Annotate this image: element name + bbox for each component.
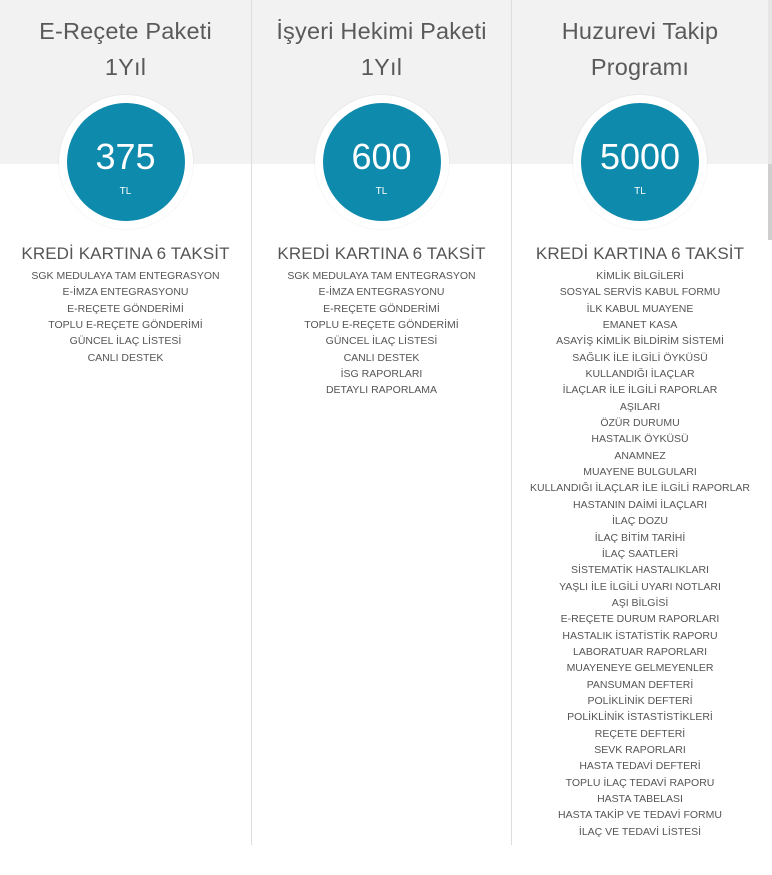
feature-item: POLİKLİNİK İSTASTİSTİKLERİ: [567, 711, 713, 724]
package-title-line: İşyeri Hekimi Paketi: [276, 18, 487, 44]
feature-item: GÜNCEL İLAÇ LİSTESİ: [325, 335, 438, 348]
feature-item: E-İMZA ENTEGRASYONU: [62, 286, 189, 299]
feature-list: [512, 268, 768, 840]
feature-item: GÜNCEL İLAÇ LİSTESİ: [69, 335, 182, 348]
feature-item: LABORATUAR RAPORLARI: [572, 645, 707, 658]
feature-item: AŞILARI: [619, 400, 661, 413]
feature-item: İLAÇ VE TEDAVİ LİSTESİ: [578, 825, 702, 838]
price-circle: [67, 103, 185, 221]
price-amount: 375: [95, 136, 156, 177]
price-circle: [323, 103, 441, 221]
price-currency: TL: [634, 186, 646, 197]
feature-item: E-İMZA ENTEGRASYONU: [318, 286, 445, 299]
feature-item: SİSTEMATİK HASTALIKLARI: [571, 564, 709, 577]
installment-label: KREDİ KARTINA 6 TAKSİT: [21, 244, 230, 263]
feature-item: İSG RAPORLARI: [340, 368, 423, 381]
price-badge: [573, 95, 707, 229]
feature-item: HASTANIN DAİMİ İLAÇLARI: [573, 498, 707, 511]
installment-label: KREDİ KARTINA 6 TAKSİT: [535, 244, 745, 263]
installment-label: KREDİ KARTINA 6 TAKSİT: [277, 244, 486, 263]
price-circle: [581, 103, 699, 221]
price-amount: 600: [351, 136, 412, 177]
price-badge: [59, 95, 193, 229]
feature-item: E-REÇETE DURUM RAPORLARI: [560, 613, 720, 626]
feature-item: KULLANDIĞI İLAÇLAR: [585, 368, 695, 381]
pricing-column-huzurevi: [511, 0, 768, 845]
feature-item: TOPLU İLAÇ TEDAVİ RAPORU: [565, 776, 715, 789]
feature-item: POLİKLİNİK DEFTERİ: [587, 694, 693, 707]
feature-item: DETAYLI RAPORLAMA: [325, 384, 438, 397]
feature-item: ASAYİŞ KİMLİK BİLDİRİM SİSTEMİ: [556, 335, 724, 348]
feature-item: SOSYAL SERVİS KABUL FORMU: [559, 286, 721, 299]
feature-item: İLK KABUL MUAYENE: [586, 302, 694, 315]
feature-item: E-REÇETE GÖNDERİMİ: [67, 302, 184, 315]
feature-item: İLAÇ BİTİM TARİHİ: [594, 531, 686, 544]
price-currency: TL: [119, 186, 132, 197]
package-title-line: 1Yıl: [104, 54, 147, 80]
feature-list: [0, 268, 251, 366]
feature-list: [252, 268, 511, 399]
feature-item: MUAYENE BULGULARI: [583, 466, 697, 479]
feature-item: HASTA TEDAVİ DEFTERİ: [579, 760, 701, 773]
feature-item: ANAMNEZ: [614, 449, 666, 462]
pricing-column-isyeri-hekimi: [251, 0, 511, 845]
feature-item: YAŞLI İLE İLGİLİ UYARI NOTLARI: [559, 580, 721, 593]
feature-item: SGK MEDULAYA TAM ENTEGRASYON: [31, 270, 220, 282]
feature-item: SAĞLIK İLE İLGİLİ ÖYKÜSÜ: [572, 351, 708, 364]
feature-item: KULLANDIĞI İLAÇLAR İLE İLGİLİ RAPORLAR: [530, 482, 750, 495]
package-title-line: 1Yıl: [360, 54, 403, 80]
feature-item: İLAÇ SAATLERİ: [601, 547, 679, 560]
feature-item: TOPLU E-REÇETE GÖNDERİMİ: [48, 319, 203, 332]
feature-item: HASTA TABELASI: [597, 793, 683, 805]
price-amount: 5000: [599, 136, 681, 177]
feature-item: SGK MEDULAYA TAM ENTEGRASYON: [287, 270, 476, 282]
feature-item: CANLI DESTEK: [87, 351, 164, 364]
pricing-column-e-recete: [0, 0, 251, 845]
package-title-line: Programı: [590, 54, 690, 80]
feature-item: İLAÇ DOZU: [611, 515, 668, 528]
feature-item: PANSUMAN DEFTERİ: [586, 678, 694, 691]
feature-item: EMANET KASA: [602, 319, 678, 332]
feature-item: KİMLİK BİLGİLERİ: [596, 270, 684, 282]
feature-item: CANLI DESTEK: [343, 351, 420, 364]
feature-item: E-REÇETE GÖNDERİMİ: [323, 302, 440, 315]
feature-item: TOPLU E-REÇETE GÖNDERİMİ: [304, 319, 459, 332]
package-title-line: E-Reçete Paketi: [39, 18, 212, 44]
feature-item: HASTA TAKİP VE TEDAVİ FORMU: [558, 809, 722, 822]
package-title-line: Huzurevi Takip: [561, 18, 719, 44]
feature-item: SEVK RAPORLARI: [594, 743, 686, 756]
feature-item: HASTALIK İSTATİSTİK RAPORU: [562, 629, 718, 642]
package-title: [512, 13, 768, 85]
package-title: [0, 13, 251, 85]
feature-item: AŞI BİLGİSİ: [611, 596, 669, 609]
price-currency: TL: [375, 186, 388, 197]
feature-item: HASTALIK ÖYKÜSÜ: [591, 433, 689, 446]
feature-item: REÇETE DEFTERİ: [594, 727, 686, 740]
feature-item: ÖZÜR DURUMU: [600, 417, 680, 430]
scrollbar[interactable]: [768, 0, 772, 240]
price-badge: [315, 95, 449, 229]
feature-item: İLAÇLAR İLE İLGİLİ RAPORLAR: [562, 384, 718, 397]
package-title: [252, 13, 511, 85]
feature-item: MUAYENEYE GELMEYENLER: [566, 662, 714, 675]
